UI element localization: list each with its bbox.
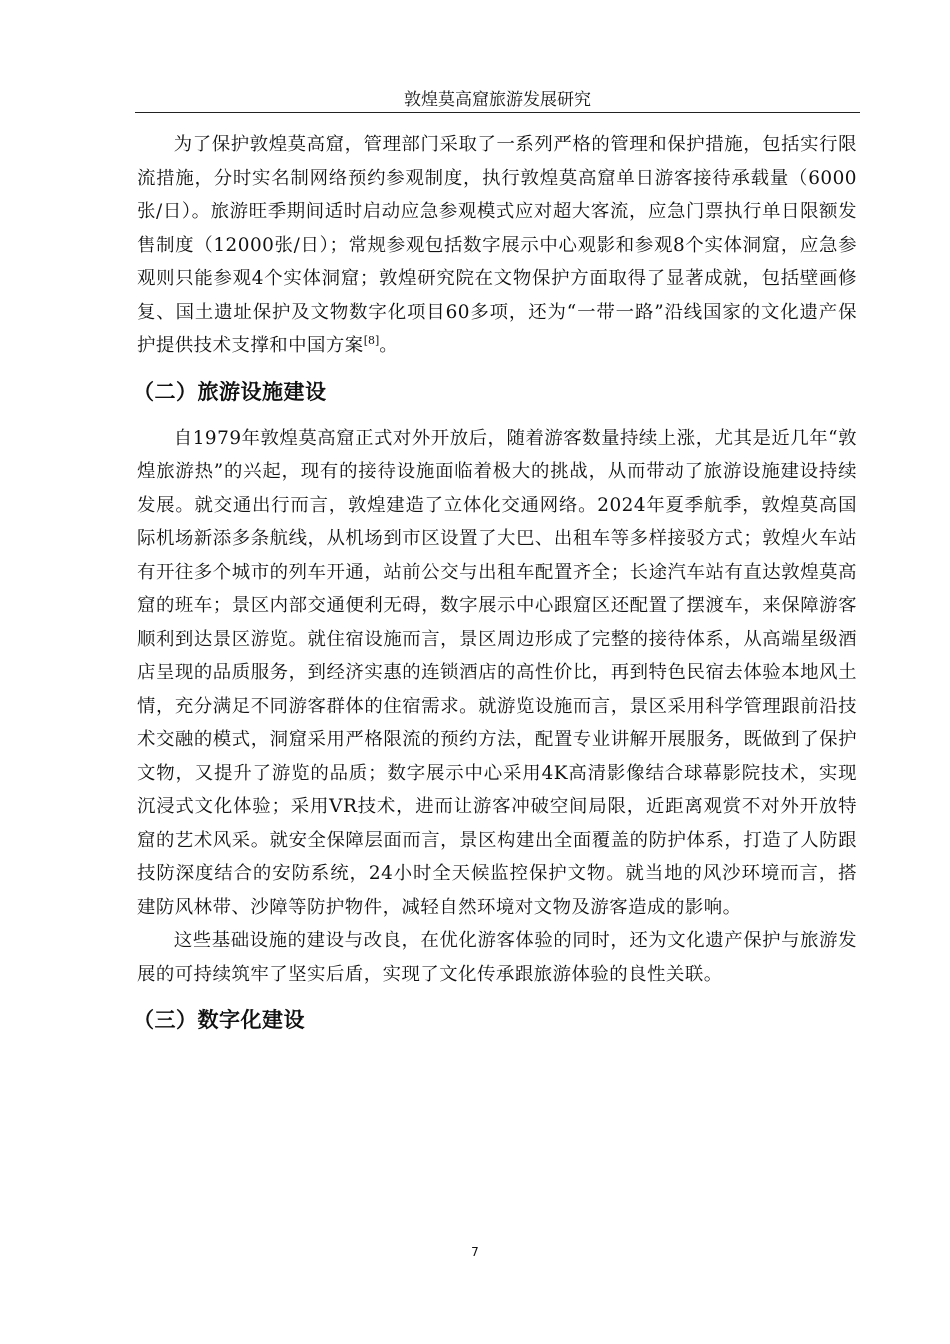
paragraph-protection-measures	[137, 128, 857, 363]
citation-reference[interactable]: [8]	[363, 333, 380, 347]
header-divider	[135, 112, 860, 113]
section-heading-digitalization: （三）数字化建设	[133, 1008, 305, 1032]
document-body	[133, 128, 857, 1039]
running-header-title: 敦煌莫高窟旅游发展研究	[404, 90, 591, 110]
page-number: 7	[471, 1245, 479, 1259]
paragraph-infrastructure-summary: 这些基础设施的建设与改良，在优化游客体验的同时，还为文化遗产保护与旅游发展的可持续筑牢了坚实后盾，实现了文化传承跟旅游体验的良性关联。	[137, 930, 857, 985]
paragraph-facilities-construction: 自1979年敦煌莫高窟正式对外开放后，随着游客数量持续上涨，尤其是近几年“敦煌旅游热”的兴起，现有的接待设施面临着极大的挑战，从而带动了旅游设施建设持续发展。就交通出行而言，敦煌建造了立体化交通网络。2024年夏季航季，敦煌莫高国际机场新添多条航线，从机场到市区设置了大巴、出租车等多样接驳方式；敦煌火车站有开往多个城市的列车开通，站前公交与出租车配置齐全；长途汽车站有直达敦煌莫高窟的班车；景区内部交通便利无碍，数字展示中心跟窟区还配置了摆渡车，来保障游客顺利到达景区游览。就住宿设施而言，景区周边形成了完整的接待体系，从高端星级酒店呈现的品质服务，到经济实惠的连锁酒店的高性价比，再到特色民宿去体验本地风土情，充分满足不同游客群体的住宿需求。就游览设施而言，景区采用科学管理跟前沿技术交融的模式，洞窟采用严格限流的预约方法，配置专业讲解开展服务，既做到了保护文物，又提升了游览的品质；数字展示中心采用4K高清影像结合球幕影院技术，实现沉浸式文化体验；采用VR技术，进而让游客冲破空间局限，近距离观赏不对外开放特窟的艺术风采。就安全保障层面而言，景区构建出全面覆盖的防护体系，打造了人防跟技防深度结合的安防系统，24小时全天候监控保护文物。就当地的风沙环境而言，搭建防风林带、沙障等防护物件，减轻自然环境对文物及游客造成的影响。	[137, 427, 857, 918]
section-heading-tourism-facilities: （二）旅游设施建设	[133, 379, 327, 404]
paragraph-end-punctuation: 。	[379, 335, 399, 356]
paragraph-text: 为了保护敦煌莫高窟，管理部门采取了一系列严格的管理和保护措施，包括实行限流措施，分时实名制网络预约参观制度，执行敦煌莫高窟单日游客接待承载量（6000张/日）。旅游旺季期间适时启动应急参观模式应对超大客流，应急门票执行单日限额发售制度（12000张/日）；常规参观包括数字展示中心观影和参观8个实体洞窟，应急参观则只能参观4个实体洞窟；敦煌研究院在文物保护方面取得了显著成就，包括壁画修复、国土遗址保护及文物数字化项目60多项，还为“一带一路”沿线国家的文化遗产保护提供技术支撑和中国方案	[137, 134, 857, 356]
